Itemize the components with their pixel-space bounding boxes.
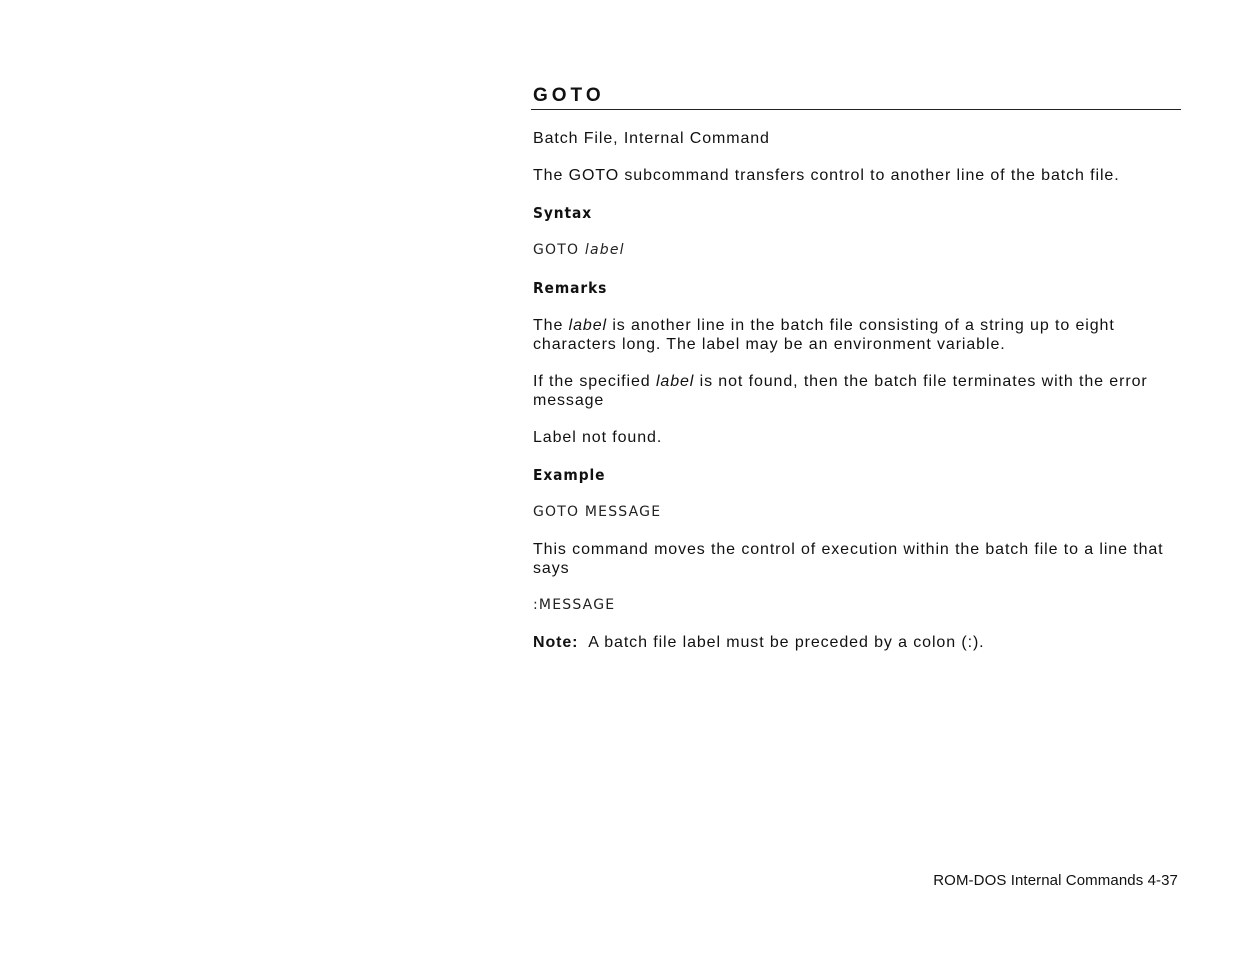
note-label: Note: (533, 634, 579, 651)
remark1-post: is another line in the batch file consisting of a string up to eight characters long. The label may be an environment variable. (533, 317, 1115, 353)
remarks-heading: Remarks (533, 279, 608, 297)
remark1-pre: The (533, 317, 564, 334)
example-code: GOTO MESSAGE (533, 504, 662, 520)
error-message: Label not found. (533, 429, 663, 446)
note-text: A batch file label must be preceded by a colon (:). (588, 634, 985, 651)
document-content (533, 86, 1181, 652)
remark2-pre: If the specified (533, 373, 651, 390)
remark-paragraph-1 (533, 316, 1181, 354)
example-heading: Example (533, 466, 606, 484)
page-title: GOTO (531, 86, 1181, 110)
page-footer: ROM-DOS Internal Commands 4-37 (933, 872, 1178, 889)
syntax-param: label (584, 242, 625, 258)
command-description: The GOTO subcommand transfers control to another line of the batch file. (533, 167, 1120, 184)
command-type: Batch File, Internal Command (533, 130, 770, 147)
syntax-line (533, 241, 1181, 260)
remark2-term: label (655, 373, 695, 390)
remark1-term: label (568, 317, 607, 334)
remark-paragraph-2 (533, 372, 1181, 410)
note (533, 633, 1181, 652)
syntax-command: GOTO (533, 242, 580, 258)
syntax-heading: Syntax (533, 204, 593, 222)
remark2-post: is not found, then the batch file terminates with the error message (533, 373, 1148, 409)
example-label: :MESSAGE (533, 597, 616, 613)
example-description: This command moves the control of execution within the batch file to a line that says (533, 541, 1164, 577)
